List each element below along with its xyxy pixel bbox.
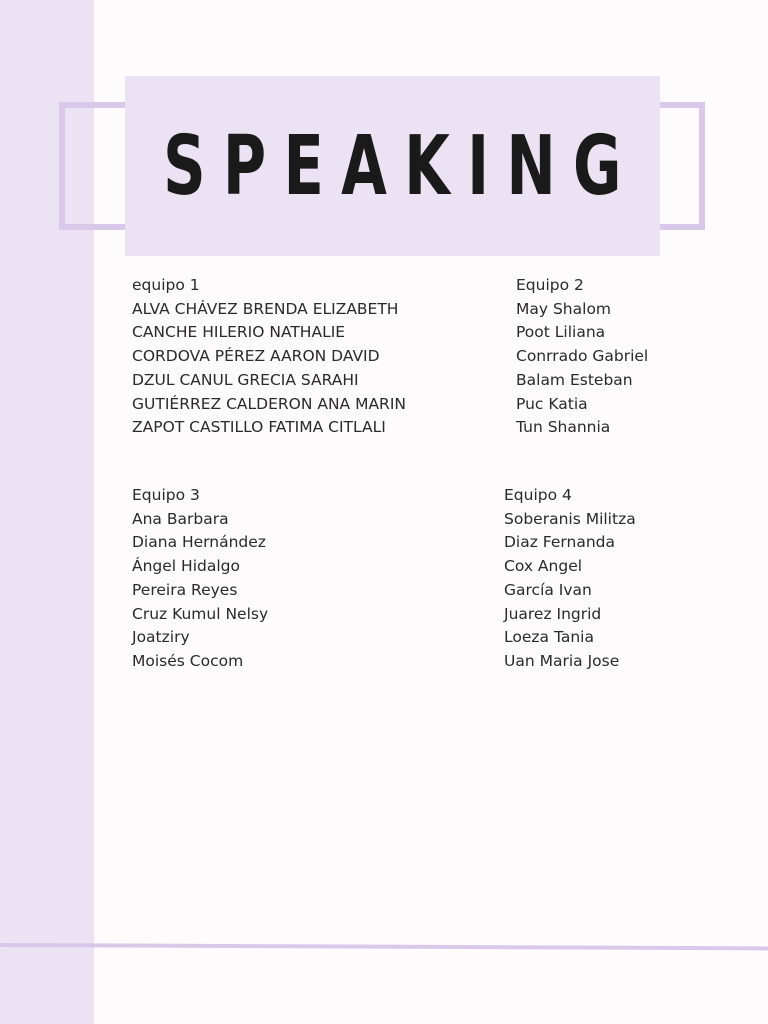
team-4-member: Soberanis Militza [504, 509, 636, 528]
team-2-member: Puc Katia [516, 394, 588, 413]
team-1-member: CANCHE HILERIO NATHALIE [132, 323, 346, 342]
team-2-member: May Shalom [516, 299, 612, 318]
team-2-member: Balam Esteban [516, 370, 633, 389]
team-1-member: ZAPOT CASTILLO FATIMA CITLALI [132, 418, 386, 437]
team-2-title: Equipo 2 [516, 276, 584, 294]
team-4-list [504, 484, 636, 674]
team-3-member: Joatziry [132, 628, 190, 647]
team-1-member: ALVA CHÁVEZ BRENDA ELIZABETH [132, 299, 399, 318]
title-banner [125, 76, 660, 256]
team-4-member: Juarez Ingrid [504, 604, 602, 623]
team-1-title: equipo 1 [132, 276, 200, 294]
team-4-title: Equipo 4 [504, 486, 572, 504]
page-title: SPEAKING [163, 118, 639, 214]
team-3-member: Ana Barbara [132, 509, 229, 528]
team-4-member: Loeza Tania [504, 628, 594, 647]
team-2-member: Tun Shannia [516, 418, 611, 437]
team-3-list [132, 484, 268, 674]
team-2-list [516, 274, 648, 440]
team-1-member: CORDOVA PÉREZ AARON DAVID [132, 347, 380, 366]
team-3-member: Diana Hernández [132, 533, 266, 552]
team-4-member: Uan Maria Jose [504, 651, 620, 670]
team-3-member: Cruz Kumul Nelsy [132, 604, 269, 623]
team-4-member: Diaz Fernanda [504, 533, 615, 552]
team-3-member: Ángel Hidalgo [132, 557, 240, 576]
bottom-divider [0, 943, 768, 950]
team-1-member: DZUL CANUL GRECIA SARAHI [132, 370, 359, 389]
team-2-member: Conrrado Gabriel [516, 347, 649, 366]
team-4-member: Cox Angel [504, 557, 583, 576]
team-2-member: Poot Liliana [516, 323, 606, 342]
team-3-title: Equipo 3 [132, 486, 200, 504]
team-1-list [132, 274, 406, 440]
team-3-member: Pereira Reyes [132, 580, 238, 599]
team-4-member: García Ivan [504, 580, 592, 599]
team-1-member: GUTIÉRREZ CALDERON ANA MARIN [132, 394, 406, 413]
team-3-member: Moisés Cocom [132, 651, 244, 670]
